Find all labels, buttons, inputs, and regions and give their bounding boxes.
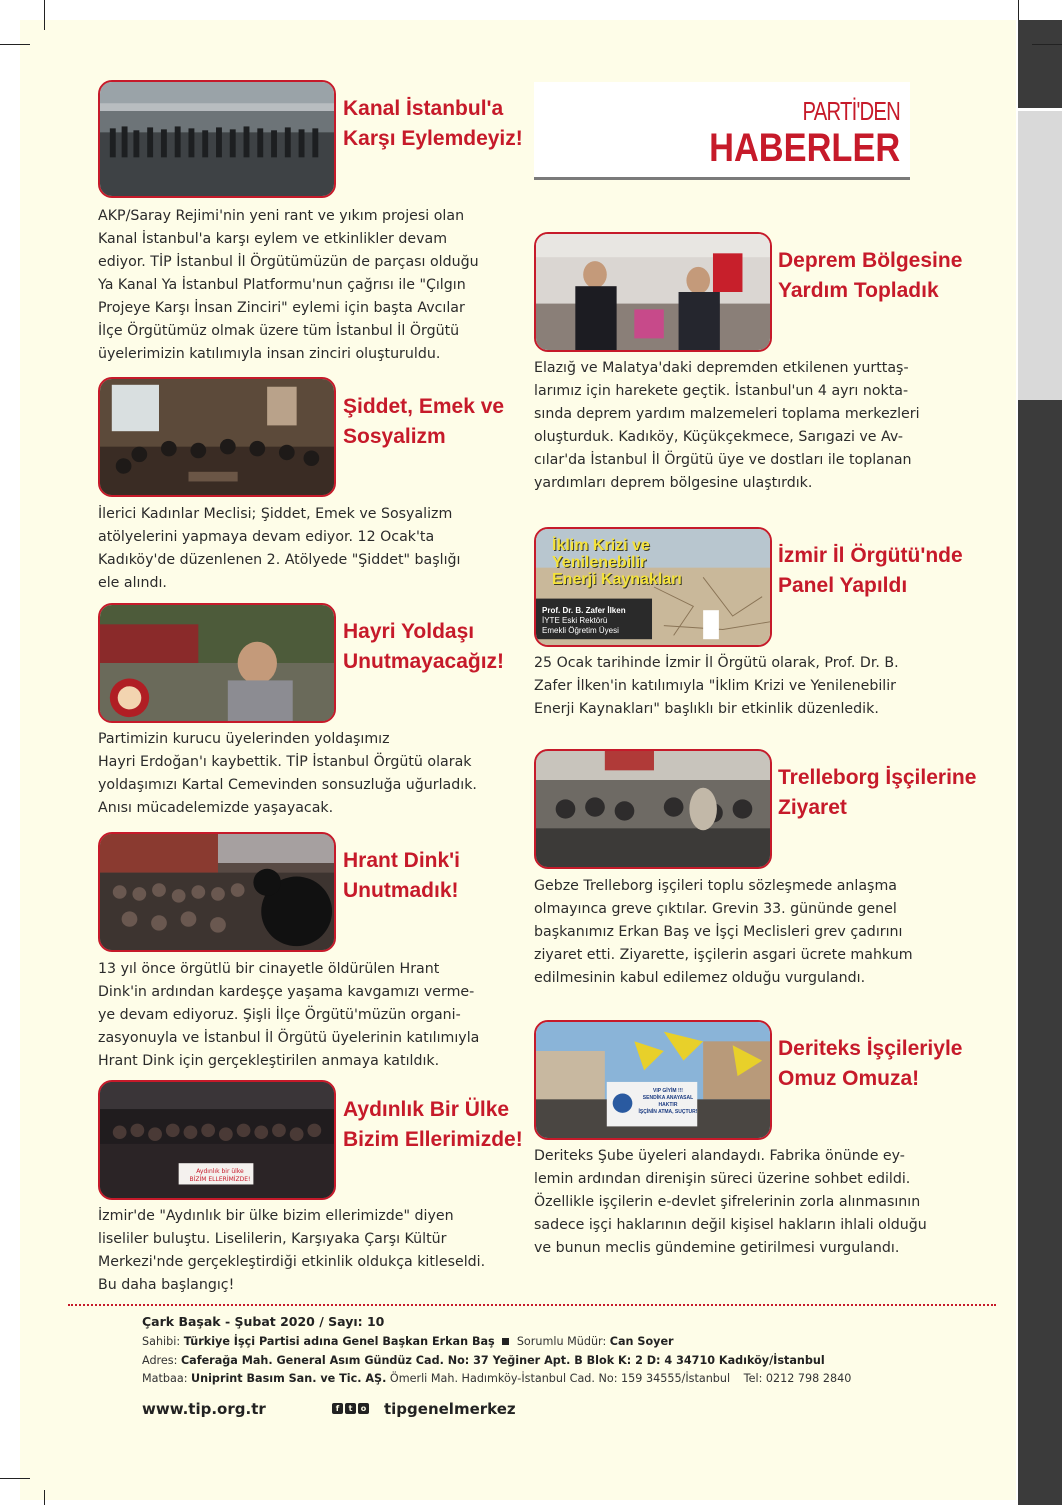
print-value: Uniprint Basım San. ve Tic. AŞ. xyxy=(191,1372,387,1385)
square-bullet-icon xyxy=(502,1338,509,1345)
title-line: Hrant Dink'i xyxy=(343,849,461,872)
header-title: HABERLER xyxy=(708,126,900,170)
article-body xyxy=(98,1205,485,1297)
title-line: Omuz Omuza! xyxy=(778,1067,920,1090)
article-title xyxy=(343,392,504,452)
body-line: ye devam ediyoruz. Şişli İlçe Örgütü'müzün organi- xyxy=(98,1007,461,1023)
climate-panel-poster xyxy=(534,527,772,647)
print-tel: Tel: 0212 798 2840 xyxy=(743,1372,852,1385)
body-line: oluşturduk. Kadıköy, Küçükçekmece, Sarıgazi ve Av- xyxy=(534,429,904,445)
body-line: cılar'da İstanbul İl Örgütü üye ve dostları ile toplanan xyxy=(534,452,912,468)
social-icons xyxy=(332,1403,369,1414)
body-line: ele alındı. xyxy=(98,575,167,591)
body-line: İlçe Örgütümüz olmak üzere tüm İstanbul İl Örgütü xyxy=(98,323,460,339)
banner-line: İŞÇİNİN ATMA, SUÇTUR! xyxy=(638,1109,698,1115)
body-line: başkanımız Erkan Baş ve İşçi Meclisleri grev çadırını xyxy=(534,924,903,940)
article-body xyxy=(98,205,479,366)
article-title xyxy=(778,763,976,823)
title-line: Unutmadık! xyxy=(343,879,459,902)
title-line: Bizim Ellerimizde! xyxy=(343,1128,523,1151)
body-line: Kadıköy'de düzenlenen 2. Atölyede "Şiddet" başlığı xyxy=(98,552,461,568)
body-line: Kanal İstanbul'a karşı eylem ve etkinlikler devam xyxy=(98,231,448,247)
article-title xyxy=(343,94,523,154)
title-line: Deriteks İşçileriyle xyxy=(778,1037,963,1060)
kanal-istanbul-photo xyxy=(98,80,336,198)
body-line: Deriteks Şube üyeleri alandaydı. Fabrika önünde ey- xyxy=(534,1148,905,1164)
twitter-icon[interactable]: t xyxy=(345,1403,356,1414)
poster-title xyxy=(552,537,682,588)
body-line: Gebze Trelleborg işçileri toplu sözleşmede anlaşma xyxy=(534,878,897,894)
deriteks-workers-photo xyxy=(534,1020,772,1140)
title-line: Hayri Yoldaşı xyxy=(343,620,475,643)
page-edge-strip xyxy=(1018,20,1062,1505)
sign-line: BİZİM ELLERİMİZDE! xyxy=(189,1176,251,1183)
owner-value: Türkiye İşçi Partisi adına Genel Başkan Erkan Baş xyxy=(183,1335,495,1348)
body-line: Merkezi'nde gerçekleştirdiği etkinlik oldukça kitleseldi. xyxy=(98,1254,486,1270)
body-line: Partimizin kurucu üyelerinden yoldaşımız xyxy=(98,731,390,747)
body-line: atölyelerini yapmaya devam ediyor. 12 Ocak'ta xyxy=(98,529,435,545)
trelleborg-strike-photo xyxy=(534,749,772,869)
article-title xyxy=(343,846,460,906)
body-line: Hayri Erdoğan'ı kaybettik. TİP İstanbul Örgütü olarak xyxy=(98,754,472,770)
title-line: Karşı Eylemdeyiz! xyxy=(343,127,523,150)
website-link[interactable]: www.tip.org.tr xyxy=(142,1400,266,1418)
article-title xyxy=(778,1034,962,1094)
body-line: sında deprem yardım malzemeleri toplama merkezleri xyxy=(534,406,920,422)
poster-line: Enerji Kaynakları xyxy=(552,571,682,588)
facebook-icon[interactable]: f xyxy=(332,1403,343,1414)
title-line: Ziyaret xyxy=(778,796,847,819)
body-line: edilmesinin kabul edilemez olduğu vurgulandı. xyxy=(534,970,866,986)
article-title xyxy=(343,617,504,677)
body-line: Zafer İlken'in katılımıyla "İklim Krizi ve Yenilenebilir xyxy=(534,678,896,694)
body-line: Bu daha başlangıç! xyxy=(98,1277,235,1293)
hrant-dink-photo xyxy=(98,832,336,952)
instagram-icon[interactable]: o xyxy=(358,1403,369,1414)
print-label: Matbaa: xyxy=(142,1372,188,1385)
header-subtitle: PARTİ'DEN xyxy=(802,96,900,126)
body-line: liseliler buluştu. Liselilerin, Karşıyaka Çarşı Kültür xyxy=(98,1231,447,1247)
body-line: yoldaşımızı Kartal Cemevinden sonsuzluğa uğurladık. xyxy=(98,777,477,793)
section-header xyxy=(534,82,910,180)
title-line: Unutmayacağız! xyxy=(343,650,505,673)
body-line: Hrant Dink için gerçekleştirilen anmaya katıldık. xyxy=(98,1053,440,1069)
poster-line: Yenilenebilir xyxy=(552,554,647,571)
title-line: Panel Yapıldı xyxy=(778,574,908,597)
body-line: üyelerimizin katılımıyla insan zinciri oluşturuldu. xyxy=(98,346,441,362)
crop-mark xyxy=(1032,44,1062,45)
body-line: ve bunun meclis gündemine getirilmesi vurgulandı. xyxy=(534,1240,900,1256)
print-address: Ömerli Mah. Hadımköy-İstanbul Cad. No: 159 34555/İstanbul xyxy=(389,1372,731,1385)
body-line: 25 Ocak tarihinde İzmir İl Örgütü olarak, Prof. Dr. B. xyxy=(534,655,899,671)
body-line: larımız için harekete geçtik. İstanbul'un 4 ayrı nokta- xyxy=(534,383,909,399)
article-body xyxy=(534,1145,927,1260)
article-body xyxy=(98,958,479,1073)
article-title xyxy=(343,1095,523,1155)
title-line: Deprem Bölgesine xyxy=(778,249,963,272)
poster-speaker-role: Emekli Öğretim Üyesi xyxy=(542,626,619,635)
sign-text xyxy=(184,1168,256,1184)
banner-line: SENDİKA ANAYASAL HAKTIR xyxy=(642,1095,694,1108)
body-line: Ya Kanal Ya İstanbul Platformu'nun çağrısı ile "Çılgın xyxy=(98,277,466,293)
body-line: lemin ardından direnişin süreci üzerine sohbet edildi. xyxy=(534,1171,911,1187)
hayri-erdogan-photo xyxy=(98,603,336,723)
earthquake-aid-photo xyxy=(534,232,772,352)
body-line: Projeye Karşı İnsan Zinciri" eylemi için başta Avcılar xyxy=(98,300,465,316)
address-label: Adres: xyxy=(142,1354,178,1367)
page-edge-tab xyxy=(1018,108,1062,400)
crop-mark xyxy=(0,44,30,45)
article-body xyxy=(534,652,899,721)
owner-label: Sahibi: xyxy=(142,1335,181,1348)
crop-mark xyxy=(0,1478,30,1479)
divider-dotted xyxy=(68,1304,996,1306)
poster-speaker-name: Prof. Dr. B. Zafer İlken xyxy=(542,606,626,615)
body-line: Anısı mücadelemizde yaşayacak. xyxy=(98,800,334,816)
body-line: İzmir'de "Aydınlık bir ülke bizim ellerimizde" diyen xyxy=(98,1208,454,1224)
poster-speaker-role: İYTE Eski Rektörü xyxy=(542,616,608,625)
izmir-students-photo xyxy=(98,1080,336,1200)
address-value: Caferağa Mah. General Asım Gündüz Cad. No: 37 Yeğiner Apt. B Blok K: 2 D: 4 34710 Kadıköy/İstanbul xyxy=(180,1354,825,1367)
body-line: olmayınca greve çıktılar. Grevin 33. gününde genel xyxy=(534,901,897,917)
poster-line: İklim Krizi ve xyxy=(552,537,650,554)
article-title xyxy=(778,246,962,306)
body-line: AKP/Saray Rejimi'nin yeni rant ve yıkım projesi olan xyxy=(98,208,465,224)
banner-line: VIP GİYİM !!! xyxy=(653,1088,683,1094)
article-body xyxy=(534,357,920,495)
title-line: Yardım Topladık xyxy=(778,279,939,302)
body-line: Dink'in ardından kardeşçe yaşama kavgamızı verme- xyxy=(98,984,475,1000)
body-line: yardımları deprem bölgesine ulaştırdık. xyxy=(534,475,813,491)
crop-mark xyxy=(44,0,45,30)
body-line: ediyor. TİP İstanbul İl Örgütümüzün de parçası olduğu xyxy=(98,254,479,270)
workshop-photo xyxy=(98,377,336,497)
article-body xyxy=(98,503,460,595)
title-line: Şiddet, Emek ve xyxy=(343,395,505,418)
article-title xyxy=(778,541,963,601)
banner-text xyxy=(638,1088,698,1116)
article-body xyxy=(98,728,477,820)
poster-speaker xyxy=(542,606,626,636)
social-handle[interactable]: tipgenelmerkez xyxy=(384,1400,516,1418)
sign-line: Aydınlık bir ülke xyxy=(196,1168,244,1175)
body-line: ziyaret etti. Ziyarette, işçilerin asgari ücrete mahkum xyxy=(534,947,913,963)
title-line: Trelleborg İşçilerine xyxy=(778,766,977,789)
crop-mark xyxy=(1018,0,1019,20)
editor-value: Can Soyer xyxy=(609,1335,674,1348)
imprint-title: Çark Başak - Şubat 2020 / Sayı: 10 xyxy=(142,1314,385,1329)
body-line: Enerji Kaynakları" başlıklı bir etkinlik düzenledik. xyxy=(534,701,879,717)
title-line: İzmir İl Örgütü'nde xyxy=(778,544,963,567)
imprint-owner xyxy=(142,1335,674,1348)
imprint-address xyxy=(142,1354,825,1367)
title-line: Sosyalizm xyxy=(343,425,446,448)
body-line: Özellikle işçilerin e-devlet şifrelerinin zorla alınmasının xyxy=(534,1194,921,1210)
title-line: Kanal İstanbul'a xyxy=(343,97,504,120)
body-line: zasyonuyla ve İstanbul İl Örgütü üyelerinin katılımıyla xyxy=(98,1030,480,1046)
crop-mark xyxy=(44,1490,45,1505)
title-line: Aydınlık Bir Ülke xyxy=(343,1098,510,1121)
body-line: Elazığ ve Malatya'daki depremden etkilenen yurttaş- xyxy=(534,360,909,376)
article-body xyxy=(534,875,913,990)
body-line: sadece işçi haklarının değil kişisel hakların ihlali olduğu xyxy=(534,1217,927,1233)
editor-label: Sorumlu Müdür: xyxy=(516,1335,607,1348)
body-line: İlerici Kadınlar Meclisi; Şiddet, Emek ve Sosyalizm xyxy=(98,506,453,522)
body-line: 13 yıl önce örgütlü bir cinayetle öldürülen Hrant xyxy=(98,961,440,977)
imprint-printer xyxy=(142,1372,851,1385)
